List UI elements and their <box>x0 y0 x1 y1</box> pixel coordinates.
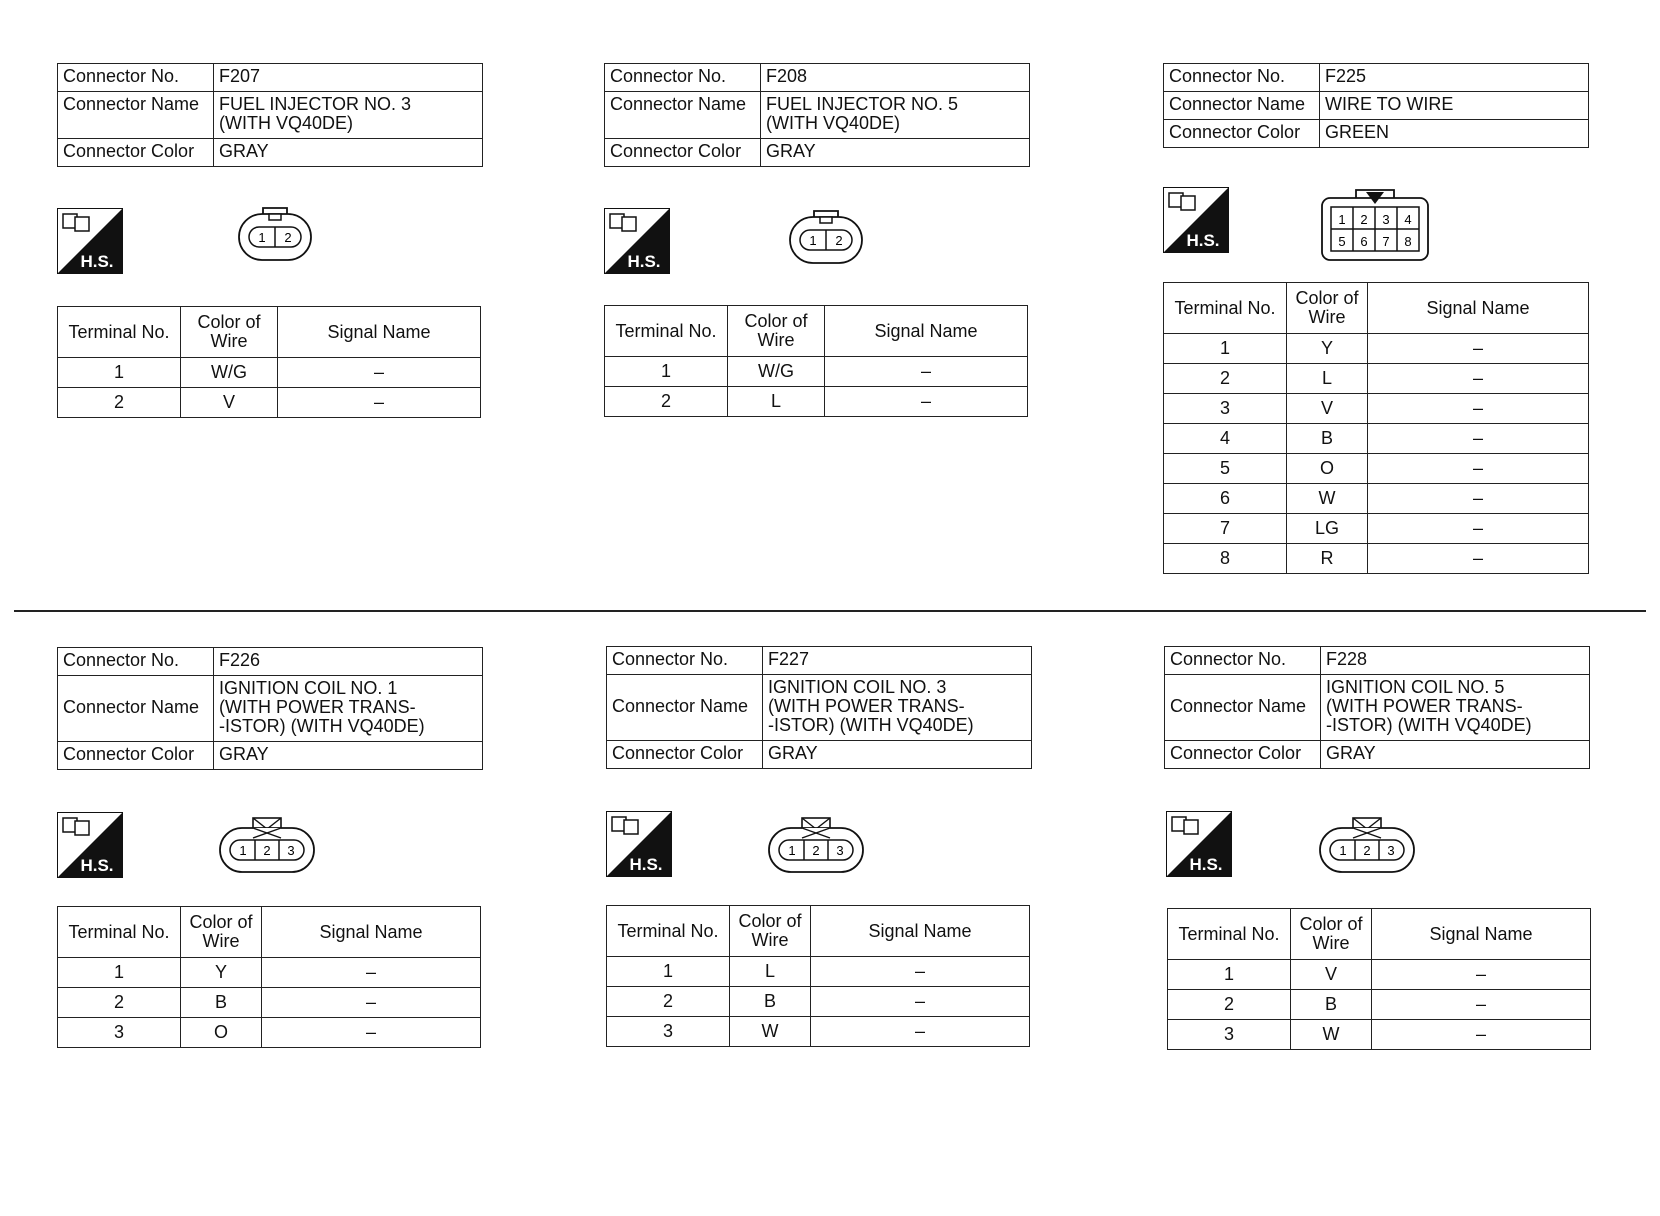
connector-name-label: Connector Name <box>58 676 214 742</box>
signal-name-cell: – <box>811 987 1030 1017</box>
signal-name-cell: – <box>1368 424 1589 454</box>
terminal-no-header: Terminal No. <box>58 907 181 958</box>
hs-label: H.S. <box>80 856 114 875</box>
terminal-table-block-f225 <box>1163 282 1589 574</box>
table-row <box>1168 960 1591 990</box>
connector-info-table <box>606 646 1032 769</box>
terminal-no-cell: 1 <box>605 357 728 387</box>
table-row <box>58 358 481 388</box>
pin-label: 2 <box>812 843 820 858</box>
terminal-table-block-f228 <box>1167 908 1591 1050</box>
table-row <box>1164 454 1589 484</box>
signal-name-header: Signal Name <box>278 307 481 358</box>
wire-color-cell: R <box>1287 544 1368 574</box>
connector-name-value: IGNITION COIL NO. 3 (WITH POWER TRANS- -ISTOR) (WITH VQ40DE) <box>763 675 1032 741</box>
connector-no-label: Connector No. <box>58 64 214 92</box>
table-row <box>607 987 1030 1017</box>
connector-no-value: F228 <box>1321 647 1590 675</box>
hs-label: H.S. <box>627 252 661 271</box>
connector-face-8pin-icon <box>1320 188 1430 262</box>
terminal-no-cell: 1 <box>607 957 730 987</box>
wire-color-cell: Y <box>181 958 262 988</box>
pin-label: 3 <box>1387 843 1395 858</box>
connector-name-label: Connector Name <box>605 92 761 139</box>
table-row <box>1164 424 1589 454</box>
connector-info-table <box>604 63 1030 167</box>
terminal-no-header: Terminal No. <box>605 306 728 357</box>
connector-name-label: Connector Name <box>607 675 763 741</box>
connector-no-value: F225 <box>1320 64 1589 92</box>
wire-color-cell: O <box>1287 454 1368 484</box>
terminal-table <box>1167 908 1591 1050</box>
connector-face-2pin-icon <box>788 209 864 265</box>
terminal-no-header: Terminal No. <box>607 906 730 957</box>
pin-label: 2 <box>284 230 292 245</box>
pin-label: 1 <box>1338 212 1346 227</box>
table-row <box>1164 334 1589 364</box>
connector-color-label: Connector Color <box>1165 741 1321 769</box>
pin-label: 6 <box>1360 234 1368 249</box>
terminal-no-cell: 3 <box>58 1018 181 1048</box>
wire-color-cell: L <box>728 387 825 417</box>
table-row <box>1164 544 1589 574</box>
terminal-no-cell: 4 <box>1164 424 1287 454</box>
signal-name-header: Signal Name <box>1368 283 1589 334</box>
connector-color-label: Connector Color <box>58 139 214 167</box>
harness-side-icon <box>1163 187 1229 253</box>
hs-label: H.S. <box>1186 231 1220 250</box>
wire-color-cell: V <box>181 388 278 418</box>
pin-label: 2 <box>1360 212 1368 227</box>
terminal-table <box>57 306 481 418</box>
terminal-table-block-f227 <box>606 905 1030 1047</box>
connector-no-value: F226 <box>214 648 483 676</box>
wire-color-cell: B <box>730 987 811 1017</box>
connector-color-value: GRAY <box>761 139 1030 167</box>
connector-no-value: F207 <box>214 64 483 92</box>
terminal-no-cell: 1 <box>1164 334 1287 364</box>
signal-name-cell: – <box>1368 364 1589 394</box>
connector-block-f228 <box>1164 646 1590 769</box>
connector-info-table <box>57 63 483 167</box>
table-row <box>1164 394 1589 424</box>
wire-color-cell: B <box>1291 990 1372 1020</box>
table-row <box>607 1017 1030 1047</box>
hs-label: H.S. <box>80 252 114 271</box>
pin-label: 2 <box>1363 843 1371 858</box>
connector-name-value: WIRE TO WIRE <box>1320 92 1589 120</box>
color-of-wire-header: Color of Wire <box>1287 283 1368 334</box>
terminal-no-cell: 2 <box>58 388 181 418</box>
terminal-table-block-f208 <box>604 305 1028 417</box>
pin-label: 1 <box>788 843 796 858</box>
connector-color-label: Connector Color <box>1164 120 1320 148</box>
pin-label: 3 <box>836 843 844 858</box>
connector-info-table <box>57 647 483 770</box>
signal-name-header: Signal Name <box>811 906 1030 957</box>
signal-name-cell: – <box>811 957 1030 987</box>
connector-color-label: Connector Color <box>607 741 763 769</box>
color-of-wire-header: Color of Wire <box>181 907 262 958</box>
signal-name-cell: – <box>1372 960 1591 990</box>
pin-label: 5 <box>1338 234 1346 249</box>
connector-no-label: Connector No. <box>605 64 761 92</box>
signal-name-cell: – <box>262 958 481 988</box>
terminal-no-cell: 6 <box>1164 484 1287 514</box>
terminal-no-cell: 3 <box>607 1017 730 1047</box>
connector-color-value: GREEN <box>1320 120 1589 148</box>
connector-name-label: Connector Name <box>58 92 214 139</box>
pin-label: 3 <box>1382 212 1390 227</box>
signal-name-header: Signal Name <box>262 907 481 958</box>
connector-no-label: Connector No. <box>58 648 214 676</box>
terminal-table <box>604 305 1028 417</box>
terminal-no-cell: 7 <box>1164 514 1287 544</box>
connector-color-value: GRAY <box>1321 741 1590 769</box>
hs-label: H.S. <box>629 855 663 874</box>
connector-block-f207 <box>57 63 483 167</box>
connector-block-f226 <box>57 647 483 770</box>
pin-label: 1 <box>239 843 247 858</box>
harness-side-icon <box>57 208 123 274</box>
connector-color-label: Connector Color <box>605 139 761 167</box>
wire-color-cell: W/G <box>728 357 825 387</box>
signal-name-header: Signal Name <box>825 306 1028 357</box>
connector-face-3pin-icon <box>1318 816 1416 874</box>
connector-name-value: FUEL INJECTOR NO. 5 (WITH VQ40DE) <box>761 92 1030 139</box>
signal-name-cell: – <box>1368 454 1589 484</box>
wire-color-cell: L <box>1287 364 1368 394</box>
table-row <box>607 957 1030 987</box>
connector-name-value: IGNITION COIL NO. 1 (WITH POWER TRANS- -ISTOR) (WITH VQ40DE) <box>214 676 483 742</box>
signal-name-cell: – <box>1368 514 1589 544</box>
connector-info-table <box>1164 646 1590 769</box>
connector-block-f208 <box>604 63 1030 167</box>
wire-color-cell: O <box>181 1018 262 1048</box>
terminal-no-cell: 3 <box>1168 1020 1291 1050</box>
terminal-no-cell: 3 <box>1164 394 1287 424</box>
harness-side-icon <box>604 208 670 274</box>
harness-side-icon <box>606 811 672 877</box>
connector-no-label: Connector No. <box>1164 64 1320 92</box>
color-of-wire-header: Color of Wire <box>730 906 811 957</box>
pin-label: 4 <box>1404 212 1412 227</box>
terminal-no-cell: 1 <box>58 358 181 388</box>
terminal-no-cell: 2 <box>58 988 181 1018</box>
terminal-no-header: Terminal No. <box>1164 283 1287 334</box>
harness-side-icon <box>57 812 123 878</box>
connector-info-table <box>1163 63 1589 148</box>
table-row <box>605 387 1028 417</box>
connector-color-value: GRAY <box>214 742 483 770</box>
table-row <box>1164 484 1589 514</box>
connector-name-label: Connector Name <box>1165 675 1321 741</box>
section-divider <box>14 610 1646 612</box>
connector-face-3pin-icon <box>218 816 316 874</box>
pin-label: 2 <box>263 843 271 858</box>
connector-no-label: Connector No. <box>1165 647 1321 675</box>
wire-color-cell: LG <box>1287 514 1368 544</box>
connector-no-value: F208 <box>761 64 1030 92</box>
connector-name-value: IGNITION COIL NO. 5 (WITH POWER TRANS- -ISTOR) (WITH VQ40DE) <box>1321 675 1590 741</box>
table-row <box>58 988 481 1018</box>
signal-name-cell: – <box>262 988 481 1018</box>
connector-block-f227 <box>606 646 1032 769</box>
wire-color-cell: B <box>1287 424 1368 454</box>
signal-name-cell: – <box>1372 990 1591 1020</box>
signal-name-cell: – <box>1368 544 1589 574</box>
connector-color-label: Connector Color <box>58 742 214 770</box>
pin-label: 1 <box>258 230 266 245</box>
wire-color-cell: B <box>181 988 262 1018</box>
connector-name-value: FUEL INJECTOR NO. 3 (WITH VQ40DE) <box>214 92 483 139</box>
connector-no-value: F227 <box>763 647 1032 675</box>
connector-name-label: Connector Name <box>1164 92 1320 120</box>
signal-name-cell: – <box>1368 484 1589 514</box>
wire-color-cell: W <box>1291 1020 1372 1050</box>
signal-name-cell: – <box>1372 1020 1591 1050</box>
table-row <box>1168 990 1591 1020</box>
table-row <box>1168 1020 1591 1050</box>
signal-name-cell: – <box>1368 394 1589 424</box>
terminal-table-block-f226 <box>57 906 481 1048</box>
connector-color-value: GRAY <box>763 741 1032 769</box>
pin-label: 1 <box>1339 843 1347 858</box>
terminal-no-cell: 1 <box>1168 960 1291 990</box>
signal-name-cell: – <box>1368 334 1589 364</box>
connector-face-2pin-icon <box>237 206 313 262</box>
connector-no-label: Connector No. <box>607 647 763 675</box>
wire-color-cell: Y <box>1287 334 1368 364</box>
harness-side-icon <box>1166 811 1232 877</box>
pin-label: 3 <box>287 843 295 858</box>
terminal-no-header: Terminal No. <box>58 307 181 358</box>
color-of-wire-header: Color of Wire <box>181 307 278 358</box>
connector-face-3pin-icon <box>767 816 865 874</box>
signal-name-cell: – <box>825 357 1028 387</box>
terminal-no-header: Terminal No. <box>1168 909 1291 960</box>
terminal-no-cell: 2 <box>1164 364 1287 394</box>
wire-color-cell: W <box>1287 484 1368 514</box>
signal-name-cell: – <box>278 358 481 388</box>
signal-name-cell: – <box>278 388 481 418</box>
pin-label: 2 <box>835 233 843 248</box>
terminal-no-cell: 2 <box>605 387 728 417</box>
wire-color-cell: V <box>1287 394 1368 424</box>
signal-name-header: Signal Name <box>1372 909 1591 960</box>
pin-label: 1 <box>809 233 817 248</box>
terminal-table <box>606 905 1030 1047</box>
table-row <box>58 1018 481 1048</box>
terminal-no-cell: 8 <box>1164 544 1287 574</box>
pin-label: 8 <box>1404 234 1412 249</box>
signal-name-cell: – <box>262 1018 481 1048</box>
color-of-wire-header: Color of Wire <box>1291 909 1372 960</box>
signal-name-cell: – <box>825 387 1028 417</box>
connector-block-f225 <box>1163 63 1589 148</box>
terminal-no-cell: 2 <box>1168 990 1291 1020</box>
terminal-table <box>1163 282 1589 574</box>
table-row <box>58 958 481 988</box>
hs-label: H.S. <box>1189 855 1223 874</box>
terminal-table <box>57 906 481 1048</box>
wire-color-cell: V <box>1291 960 1372 990</box>
wire-color-cell: L <box>730 957 811 987</box>
wire-color-cell: W <box>730 1017 811 1047</box>
connector-color-value: GRAY <box>214 139 483 167</box>
terminal-no-cell: 2 <box>607 987 730 1017</box>
terminal-table-block-f207 <box>57 306 481 418</box>
table-row <box>605 357 1028 387</box>
color-of-wire-header: Color of Wire <box>728 306 825 357</box>
pin-label: 7 <box>1382 234 1390 249</box>
table-row <box>1164 514 1589 544</box>
table-row <box>58 388 481 418</box>
wire-color-cell: W/G <box>181 358 278 388</box>
table-row <box>1164 364 1589 394</box>
signal-name-cell: – <box>811 1017 1030 1047</box>
terminal-no-cell: 1 <box>58 958 181 988</box>
terminal-no-cell: 5 <box>1164 454 1287 484</box>
